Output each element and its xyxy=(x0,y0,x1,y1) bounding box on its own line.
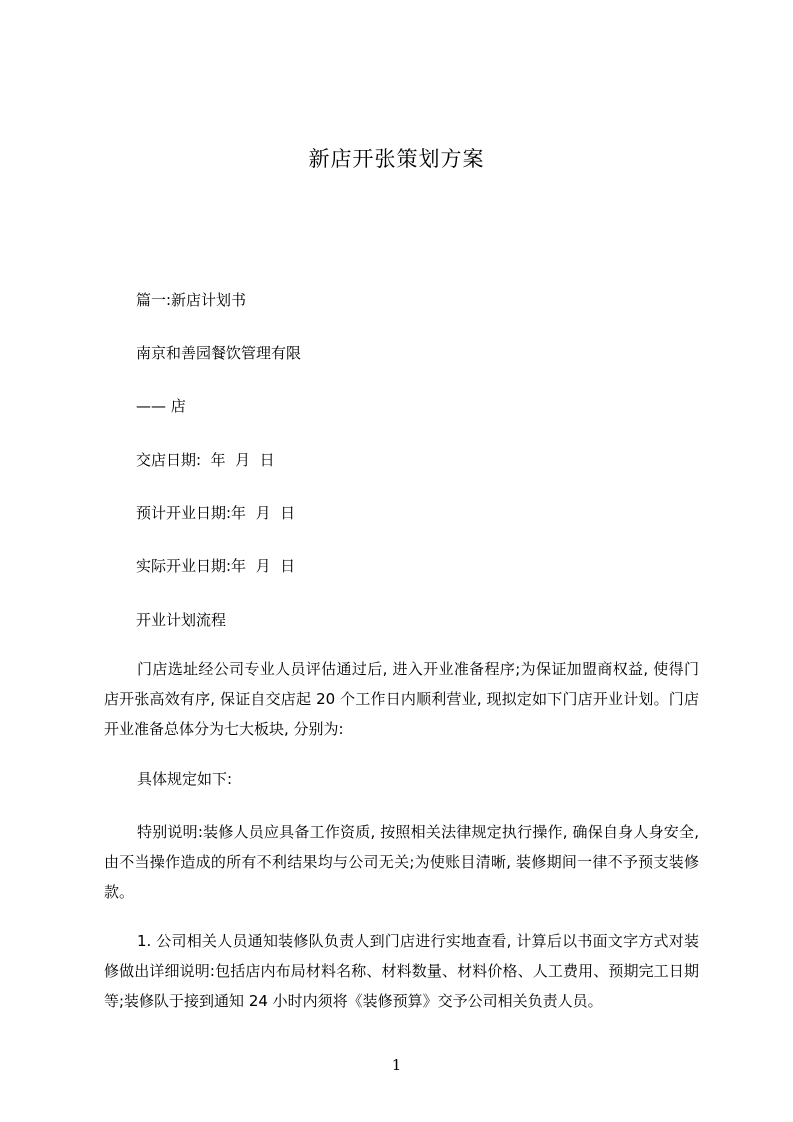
special-note-paragraph: 特别说明:装修人员应具备工作资质, 按照相关法律规定执行操作, 确保自身人身安全, 由不当操作造成的所有不利结果均与公司无关;为使账目清晰, 装修期间一律不予预支装修款。 xyxy=(104,823,699,901)
planned-opening-date-line: 预计开业日期:年 月 日 xyxy=(136,504,296,522)
intro-paragraph: 门店选址经公司专业人员评估通过后, 进入开业准备程序;为保证加盟商权益, 使得门店开张高效有序, 保证自交店起 20 个工作日内顺利营业, 现拟定如下门店开业计划。门店开业准备总体分为七大板块, 分别为: xyxy=(104,660,699,738)
page-number: 1 xyxy=(391,1056,402,1074)
document-title: 新店开张策划方案 xyxy=(308,147,485,171)
section-heading: 篇一:新店计划书 xyxy=(136,291,247,309)
store-line: —— 店 xyxy=(136,397,186,415)
opening-process-heading: 开业计划流程 xyxy=(136,611,227,629)
item-1-paragraph: 1. 公司相关人员通知装修队负责人到门店进行实地查看, 计算后以书面文字方式对装修做出详细说明:包括店内布局材料名称、材料数量、材料价格、人工费用、预期完工日期等;装修队于接到通知 24 小时内须将《装修预算》交予公司相关负责人员。 xyxy=(104,932,699,1010)
company-name-line: 南京和善园餐饮管理有限 xyxy=(136,344,302,362)
actual-opening-date-line: 实际开业日期:年 月 日 xyxy=(136,557,296,575)
rules-intro-paragraph: 具体规定如下: xyxy=(137,770,233,788)
handover-date-line: 交店日期: 年 月 日 xyxy=(136,451,275,469)
